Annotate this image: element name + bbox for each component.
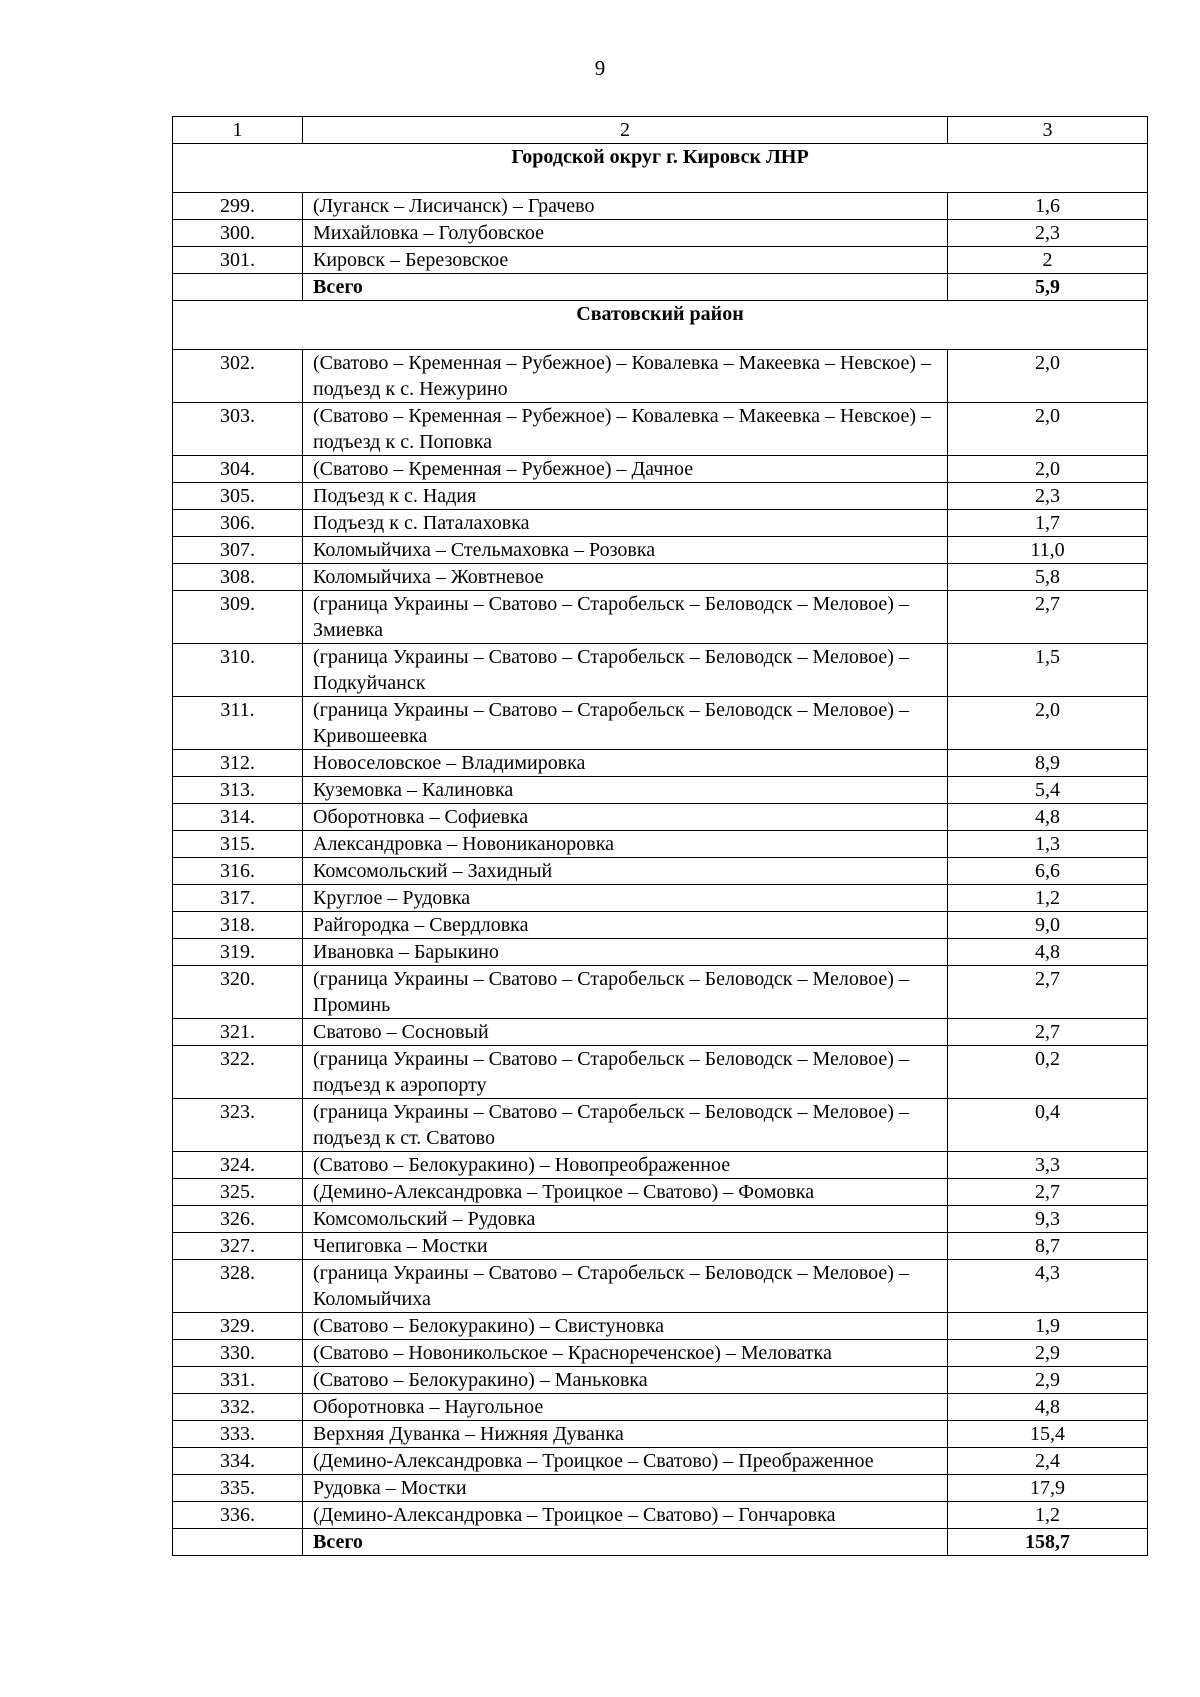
row-number: 332. bbox=[173, 1394, 303, 1421]
row-number: 317. bbox=[173, 885, 303, 912]
row-number: 303. bbox=[173, 403, 303, 456]
road-length: 5,8 bbox=[948, 564, 1148, 591]
road-length: 8,7 bbox=[948, 1233, 1148, 1260]
row-number: 309. bbox=[173, 591, 303, 644]
row-number: 315. bbox=[173, 831, 303, 858]
road-length: 2,0 bbox=[948, 350, 1148, 403]
row-number: 318. bbox=[173, 912, 303, 939]
table-row bbox=[173, 1179, 1148, 1206]
row-number: 308. bbox=[173, 564, 303, 591]
road-length: 2,3 bbox=[948, 483, 1148, 510]
roads-table-body bbox=[173, 117, 1148, 1556]
table-row bbox=[173, 1367, 1148, 1394]
section-title: Городской округ г. Кировск ЛНР bbox=[173, 144, 1148, 193]
road-length: 1,9 bbox=[948, 1313, 1148, 1340]
column-number-3: 3 bbox=[948, 117, 1148, 144]
table-row bbox=[173, 1448, 1148, 1475]
road-name: Коломыйчиха – Стельмаховка – Розовка bbox=[303, 537, 948, 564]
road-name: Кировск – Березовское bbox=[303, 247, 948, 274]
road-name: Чепиговка – Мостки bbox=[303, 1233, 948, 1260]
road-length: 11,0 bbox=[948, 537, 1148, 564]
row-number: 313. bbox=[173, 777, 303, 804]
row-number: 320. bbox=[173, 966, 303, 1019]
roads-table bbox=[172, 116, 1148, 1556]
column-number-2: 2 bbox=[303, 117, 948, 144]
road-name: Подъезд к с. Надия bbox=[303, 483, 948, 510]
row-number: 302. bbox=[173, 350, 303, 403]
table-row bbox=[173, 750, 1148, 777]
total-value: 158,7 bbox=[948, 1529, 1148, 1556]
road-length: 0,2 bbox=[948, 1046, 1148, 1099]
row-number: 322. bbox=[173, 1046, 303, 1099]
row-number: 329. bbox=[173, 1313, 303, 1340]
road-name: Райгородка – Свердловка bbox=[303, 912, 948, 939]
table-row bbox=[173, 350, 1148, 403]
road-name: Коломыйчиха – Жовтневое bbox=[303, 564, 948, 591]
row-number: 326. bbox=[173, 1206, 303, 1233]
table-row bbox=[173, 885, 1148, 912]
road-length: 4,3 bbox=[948, 1260, 1148, 1313]
row-number: 304. bbox=[173, 456, 303, 483]
page-number: 9 bbox=[594, 56, 606, 80]
road-name: Круглое – Рудовка bbox=[303, 885, 948, 912]
table-row bbox=[173, 1019, 1148, 1046]
road-name: (Сватово – Новоникольское – Краснореченское) – Меловатка bbox=[303, 1340, 948, 1367]
road-length: 1,2 bbox=[948, 1502, 1148, 1529]
road-name: (Сватово – Кременная – Рубежное) – Ковалевка – Макеевка – Невское) – подъезд к с. Поповка bbox=[303, 403, 948, 456]
road-length: 1,3 bbox=[948, 831, 1148, 858]
column-number-1: 1 bbox=[173, 117, 303, 144]
road-name: (Сватово – Белокуракино) – Маньковка bbox=[303, 1367, 948, 1394]
road-name: (Демино-Александровка – Троицкое – Сватово) – Фомовка bbox=[303, 1179, 948, 1206]
table-row bbox=[173, 564, 1148, 591]
row-number: 328. bbox=[173, 1260, 303, 1313]
table-row bbox=[173, 510, 1148, 537]
road-name: Сватово – Сосновый bbox=[303, 1019, 948, 1046]
row-number: 324. bbox=[173, 1152, 303, 1179]
road-name: Александровка – Новониканоровка bbox=[303, 831, 948, 858]
road-length: 2,3 bbox=[948, 220, 1148, 247]
row-number: 336. bbox=[173, 1502, 303, 1529]
road-name: (Сватово – Кременная – Рубежное) – Ковалевка – Макеевка – Невское) – подъезд к с. Нежурино bbox=[303, 350, 948, 403]
road-length: 2,0 bbox=[948, 697, 1148, 750]
row-number: 323. bbox=[173, 1099, 303, 1152]
road-length: 9,0 bbox=[948, 912, 1148, 939]
row-number: 316. bbox=[173, 858, 303, 885]
road-length: 2 bbox=[948, 247, 1148, 274]
section-heading-row bbox=[173, 144, 1148, 193]
road-length: 2,9 bbox=[948, 1340, 1148, 1367]
table-row bbox=[173, 1206, 1148, 1233]
total-value: 5,9 bbox=[948, 274, 1148, 301]
section-title: Сватовский район bbox=[173, 301, 1148, 350]
road-name: (граница Украины – Сватово – Старобельск – Беловодск – Меловое) – подъезд к аэропорту bbox=[303, 1046, 948, 1099]
table-row bbox=[173, 247, 1148, 274]
table-row bbox=[173, 1394, 1148, 1421]
table-row bbox=[173, 1313, 1148, 1340]
table-row bbox=[173, 537, 1148, 564]
road-length: 2,0 bbox=[948, 456, 1148, 483]
road-name: (граница Украины – Сватово – Старобельск – Беловодск – Меловое) – Змиевка bbox=[303, 591, 948, 644]
total-label: Всего bbox=[303, 274, 948, 301]
row-number: 331. bbox=[173, 1367, 303, 1394]
table-row bbox=[173, 220, 1148, 247]
table-row bbox=[173, 1502, 1148, 1529]
row-number: 319. bbox=[173, 939, 303, 966]
table-row bbox=[173, 193, 1148, 220]
row-number: 312. bbox=[173, 750, 303, 777]
road-name: Верхняя Дуванка – Нижняя Дуванка bbox=[303, 1421, 948, 1448]
road-length: 15,4 bbox=[948, 1421, 1148, 1448]
road-name: Рудовка – Мостки bbox=[303, 1475, 948, 1502]
row-number: 333. bbox=[173, 1421, 303, 1448]
road-name: (Демино-Александровка – Троицкое – Сватово) – Преображенное bbox=[303, 1448, 948, 1475]
road-length: 1,7 bbox=[948, 510, 1148, 537]
table-row bbox=[173, 966, 1148, 1019]
row-number: 334. bbox=[173, 1448, 303, 1475]
road-length: 2,7 bbox=[948, 1179, 1148, 1206]
row-number: 307. bbox=[173, 537, 303, 564]
road-length: 17,9 bbox=[948, 1475, 1148, 1502]
row-number: 314. bbox=[173, 804, 303, 831]
road-name: Новоселовское – Владимировка bbox=[303, 750, 948, 777]
row-number: 335. bbox=[173, 1475, 303, 1502]
table-row bbox=[173, 1046, 1148, 1099]
road-length: 6,6 bbox=[948, 858, 1148, 885]
road-name: (граница Украины – Сватово – Старобельск – Беловодск – Меловое) – Проминь bbox=[303, 966, 948, 1019]
row-number: 301. bbox=[173, 247, 303, 274]
table-row bbox=[173, 804, 1148, 831]
road-length: 1,5 bbox=[948, 644, 1148, 697]
road-name: (Сватово – Белокуракино) – Новопреображенное bbox=[303, 1152, 948, 1179]
road-length: 4,8 bbox=[948, 939, 1148, 966]
road-name: (Сватово – Белокуракино) – Свистуновка bbox=[303, 1313, 948, 1340]
table-row bbox=[173, 1340, 1148, 1367]
road-length: 0,4 bbox=[948, 1099, 1148, 1152]
row-number: 321. bbox=[173, 1019, 303, 1046]
road-name: (граница Украины – Сватово – Старобельск – Беловодск – Меловое) – Коломыйчиха bbox=[303, 1260, 948, 1313]
total-empty-cell bbox=[173, 1529, 303, 1556]
road-length: 2,7 bbox=[948, 591, 1148, 644]
road-length: 2,4 bbox=[948, 1448, 1148, 1475]
total-row bbox=[173, 274, 1148, 301]
road-name: Подъезд к с. Паталаховка bbox=[303, 510, 948, 537]
table-row bbox=[173, 1152, 1148, 1179]
table-row bbox=[173, 939, 1148, 966]
row-number: 311. bbox=[173, 697, 303, 750]
table-row bbox=[173, 697, 1148, 750]
section-heading-row bbox=[173, 301, 1148, 350]
road-length: 9,3 bbox=[948, 1206, 1148, 1233]
road-name: Михайловка – Голубовское bbox=[303, 220, 948, 247]
road-name: (граница Украины – Сватово – Старобельск – Беловодск – Меловое) – Кривошеевка bbox=[303, 697, 948, 750]
road-length: 2,9 bbox=[948, 1367, 1148, 1394]
table-row bbox=[173, 456, 1148, 483]
table-row bbox=[173, 644, 1148, 697]
road-name: Куземовка – Калиновка bbox=[303, 777, 948, 804]
road-length: 2,0 bbox=[948, 403, 1148, 456]
total-empty-cell bbox=[173, 274, 303, 301]
row-number: 300. bbox=[173, 220, 303, 247]
road-name: Комсомольский – Захидный bbox=[303, 858, 948, 885]
row-number: 310. bbox=[173, 644, 303, 697]
road-length: 4,8 bbox=[948, 1394, 1148, 1421]
road-name: Ивановка – Барыкино bbox=[303, 939, 948, 966]
total-row bbox=[173, 1529, 1148, 1556]
total-label: Всего bbox=[303, 1529, 948, 1556]
road-length: 8,9 bbox=[948, 750, 1148, 777]
table-row bbox=[173, 831, 1148, 858]
road-name: (граница Украины – Сватово – Старобельск – Беловодск – Меловое) – подъезд к ст. Сватово bbox=[303, 1099, 948, 1152]
table-row bbox=[173, 483, 1148, 510]
road-length: 1,2 bbox=[948, 885, 1148, 912]
table-row bbox=[173, 403, 1148, 456]
table-row bbox=[173, 1260, 1148, 1313]
road-length: 3,3 bbox=[948, 1152, 1148, 1179]
road-name: (Сватово – Кременная – Рубежное) – Дачное bbox=[303, 456, 948, 483]
road-name: (граница Украины – Сватово – Старобельск – Беловодск – Меловое) – Подкуйчанск bbox=[303, 644, 948, 697]
table-row bbox=[173, 858, 1148, 885]
column-number-row bbox=[173, 117, 1148, 144]
table-row bbox=[173, 1475, 1148, 1502]
row-number: 330. bbox=[173, 1340, 303, 1367]
table-row bbox=[173, 591, 1148, 644]
road-name: (Демино-Александровка – Троицкое – Сватово) – Гончаровка bbox=[303, 1502, 948, 1529]
road-length: 2,7 bbox=[948, 1019, 1148, 1046]
road-length: 5,4 bbox=[948, 777, 1148, 804]
row-number: 327. bbox=[173, 1233, 303, 1260]
road-name: Оборотновка – Наугольное bbox=[303, 1394, 948, 1421]
road-name: Оборотновка – Софиевка bbox=[303, 804, 948, 831]
road-length: 1,6 bbox=[948, 193, 1148, 220]
table-row bbox=[173, 912, 1148, 939]
row-number: 306. bbox=[173, 510, 303, 537]
road-length: 4,8 bbox=[948, 804, 1148, 831]
row-number: 299. bbox=[173, 193, 303, 220]
road-length: 2,7 bbox=[948, 966, 1148, 1019]
row-number: 325. bbox=[173, 1179, 303, 1206]
road-name: Комсомольский – Рудовка bbox=[303, 1206, 948, 1233]
row-number: 305. bbox=[173, 483, 303, 510]
road-name: (Луганск – Лисичанск) – Грачево bbox=[303, 193, 948, 220]
table-row bbox=[173, 1233, 1148, 1260]
table-row bbox=[173, 777, 1148, 804]
table-row bbox=[173, 1421, 1148, 1448]
table-row bbox=[173, 1099, 1148, 1152]
